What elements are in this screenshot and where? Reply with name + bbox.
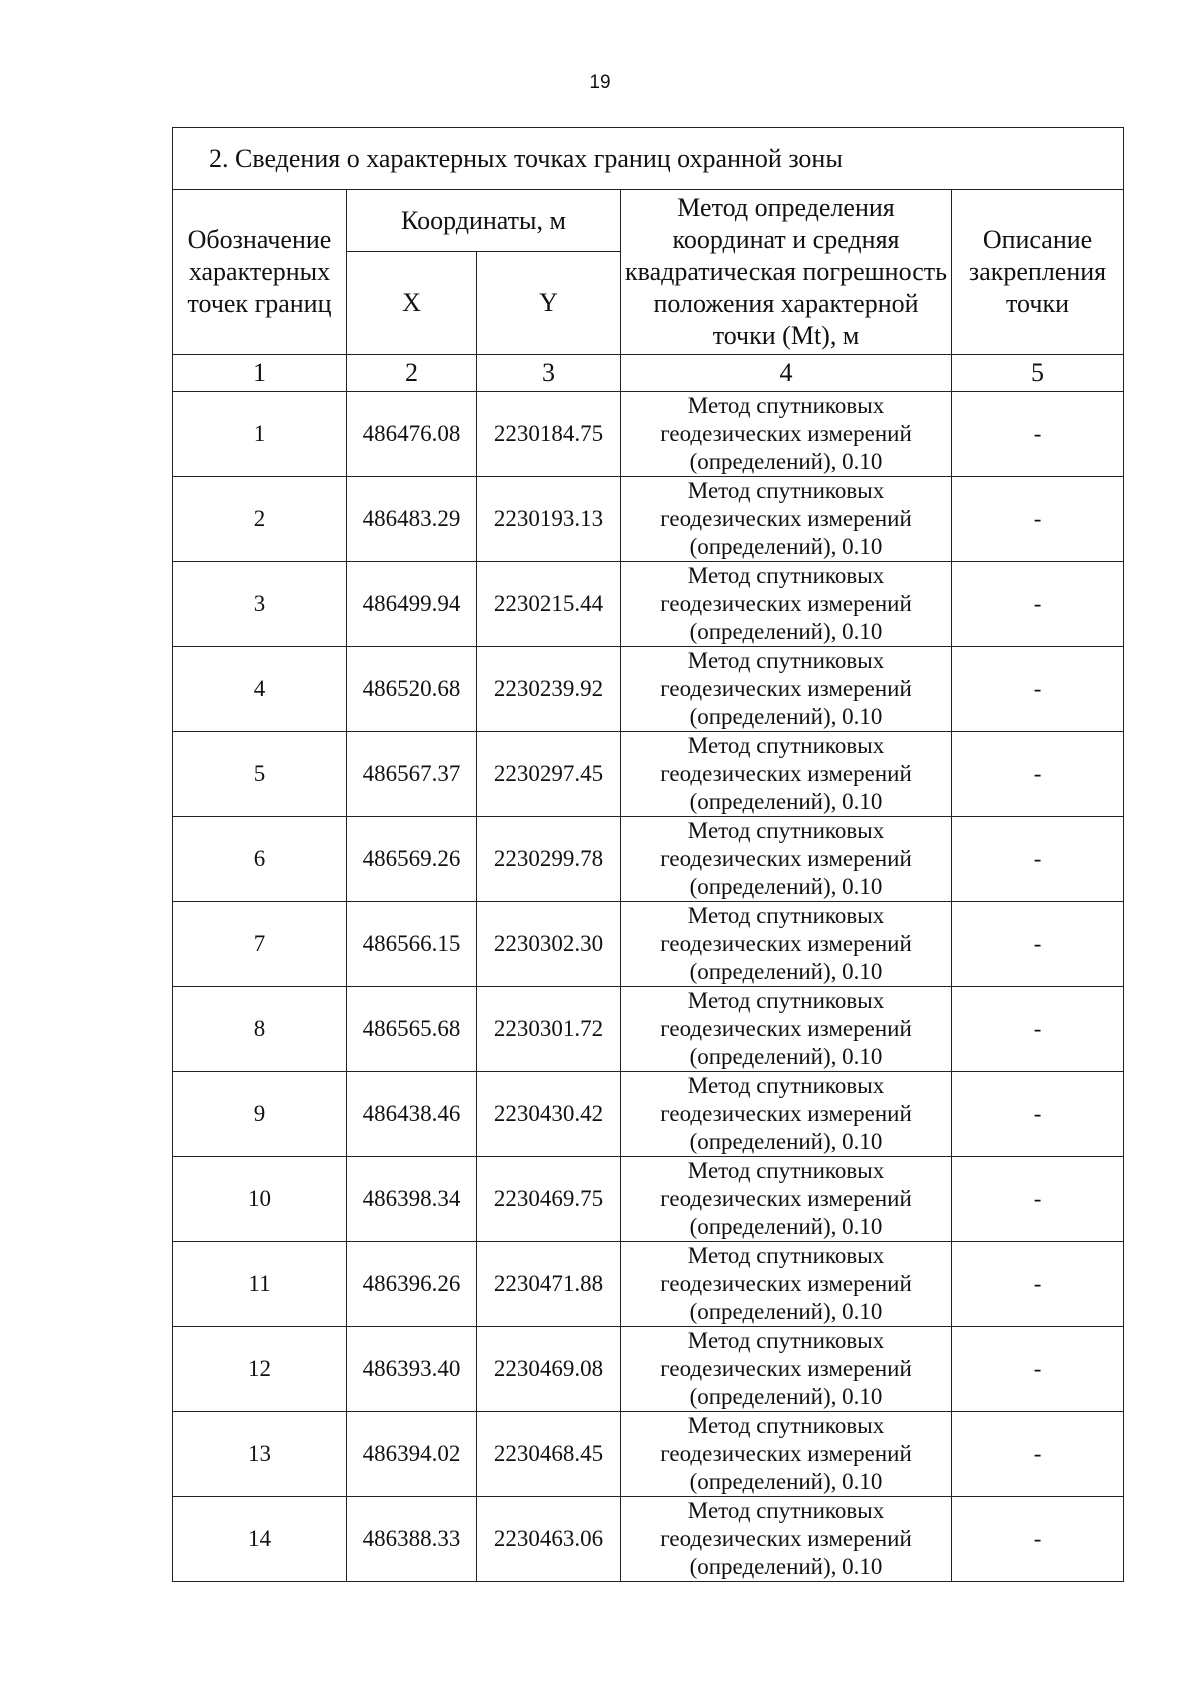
y-coordinate-cell: 2230184.75 — [477, 392, 621, 477]
description-cell: - — [952, 477, 1124, 562]
header-x: X — [347, 252, 477, 355]
point-id-cell: 7 — [173, 902, 347, 987]
point-id-cell: 14 — [173, 1497, 347, 1582]
column-number: 2 — [347, 355, 477, 392]
description-cell: - — [952, 1242, 1124, 1327]
y-coordinate-cell: 2230239.92 — [477, 647, 621, 732]
description-cell: - — [952, 817, 1124, 902]
point-id-cell: 12 — [173, 1327, 347, 1412]
method-cell: Метод спутниковых геодезических измерений (определений), 0.10 — [621, 647, 952, 732]
table-title: 2. Сведения о характерных точках границ охранной зоны — [173, 128, 1124, 190]
x-coordinate-cell: 486388.33 — [347, 1497, 477, 1582]
table-row — [173, 1327, 1124, 1412]
description-cell: - — [952, 1072, 1124, 1157]
table-row — [173, 1497, 1124, 1582]
header-method: Метод определения координат и средняя квадратическая погрешность положения характерной точки (Mt), м — [621, 190, 952, 355]
y-coordinate-cell: 2230301.72 — [477, 987, 621, 1072]
y-coordinate-cell: 2230469.75 — [477, 1157, 621, 1242]
description-cell: - — [952, 1157, 1124, 1242]
method-cell: Метод спутниковых геодезических измерений (определений), 0.10 — [621, 1412, 952, 1497]
table-row — [173, 902, 1124, 987]
x-coordinate-cell: 486438.46 — [347, 1072, 477, 1157]
method-cell: Метод спутниковых геодезических измерений (определений), 0.10 — [621, 1327, 952, 1412]
header-designation: Обозначение характерных точек границ — [173, 190, 347, 355]
description-cell: - — [952, 1327, 1124, 1412]
y-coordinate-cell: 2230193.13 — [477, 477, 621, 562]
column-number-row — [173, 355, 1124, 392]
y-coordinate-cell: 2230302.30 — [477, 902, 621, 987]
table-row — [173, 477, 1124, 562]
y-coordinate-cell: 2230430.42 — [477, 1072, 621, 1157]
point-id-cell: 9 — [173, 1072, 347, 1157]
description-cell: - — [952, 1497, 1124, 1582]
method-cell: Метод спутниковых геодезических измерений (определений), 0.10 — [621, 1072, 952, 1157]
description-cell: - — [952, 562, 1124, 647]
header-description: Описание закрепления точки — [952, 190, 1124, 355]
column-number: 4 — [621, 355, 952, 392]
x-coordinate-cell: 486393.40 — [347, 1327, 477, 1412]
y-coordinate-cell: 2230215.44 — [477, 562, 621, 647]
point-id-cell: 6 — [173, 817, 347, 902]
table-row — [173, 562, 1124, 647]
description-cell: - — [952, 1412, 1124, 1497]
method-cell: Метод спутниковых геодезических измерений (определений), 0.10 — [621, 392, 952, 477]
y-coordinate-cell: 2230299.78 — [477, 817, 621, 902]
point-id-cell: 2 — [173, 477, 347, 562]
table-row — [173, 647, 1124, 732]
point-id-cell: 8 — [173, 987, 347, 1072]
description-cell: - — [952, 902, 1124, 987]
method-cell: Метод спутниковых геодезических измерений (определений), 0.10 — [621, 732, 952, 817]
table-row — [173, 732, 1124, 817]
description-cell: - — [952, 732, 1124, 817]
x-coordinate-cell: 486396.26 — [347, 1242, 477, 1327]
point-id-cell: 4 — [173, 647, 347, 732]
table-row — [173, 817, 1124, 902]
method-cell: Метод спутниковых геодезических измерений (определений), 0.10 — [621, 1242, 952, 1327]
method-cell: Метод спутниковых геодезических измерений (определений), 0.10 — [621, 817, 952, 902]
table-row — [173, 987, 1124, 1072]
method-cell: Метод спутниковых геодезических измерений (определений), 0.10 — [621, 902, 952, 987]
page-number: 19 — [589, 72, 611, 93]
y-coordinate-cell: 2230297.45 — [477, 732, 621, 817]
x-coordinate-cell: 486566.15 — [347, 902, 477, 987]
x-coordinate-cell: 486520.68 — [347, 647, 477, 732]
x-coordinate-cell: 486398.34 — [347, 1157, 477, 1242]
column-number: 1 — [173, 355, 347, 392]
column-number: 5 — [952, 355, 1124, 392]
table-title-row — [173, 128, 1124, 190]
method-cell: Метод спутниковых геодезических измерений (определений), 0.10 — [621, 1157, 952, 1242]
method-cell: Метод спутниковых геодезических измерений (определений), 0.10 — [621, 1497, 952, 1582]
point-id-cell: 5 — [173, 732, 347, 817]
table-row — [173, 1157, 1124, 1242]
table-body — [173, 392, 1124, 1582]
x-coordinate-cell: 486476.08 — [347, 392, 477, 477]
header-row-1 — [173, 190, 1124, 252]
y-coordinate-cell: 2230471.88 — [477, 1242, 621, 1327]
x-coordinate-cell: 486499.94 — [347, 562, 477, 647]
header-coordinates: Координаты, м — [347, 190, 621, 252]
table-row — [173, 1072, 1124, 1157]
point-id-cell: 1 — [173, 392, 347, 477]
point-id-cell: 13 — [173, 1412, 347, 1497]
y-coordinate-cell: 2230469.08 — [477, 1327, 621, 1412]
x-coordinate-cell: 486565.68 — [347, 987, 477, 1072]
method-cell: Метод спутниковых геодезических измерений (определений), 0.10 — [621, 987, 952, 1072]
table-row — [173, 1412, 1124, 1497]
point-id-cell: 3 — [173, 562, 347, 647]
method-cell: Метод спутниковых геодезических измерений (определений), 0.10 — [621, 562, 952, 647]
x-coordinate-cell: 486394.02 — [347, 1412, 477, 1497]
point-id-cell: 10 — [173, 1157, 347, 1242]
table-row — [173, 1242, 1124, 1327]
description-cell: - — [952, 987, 1124, 1072]
description-cell: - — [952, 392, 1124, 477]
table-row — [173, 392, 1124, 477]
method-cell: Метод спутниковых геодезических измерений (определений), 0.10 — [621, 477, 952, 562]
description-cell: - — [952, 647, 1124, 732]
boundary-points-table — [172, 127, 1124, 1582]
x-coordinate-cell: 486567.37 — [347, 732, 477, 817]
column-number: 3 — [477, 355, 621, 392]
x-coordinate-cell: 486483.29 — [347, 477, 477, 562]
y-coordinate-cell: 2230463.06 — [477, 1497, 621, 1582]
x-coordinate-cell: 486569.26 — [347, 817, 477, 902]
y-coordinate-cell: 2230468.45 — [477, 1412, 621, 1497]
header-y: Y — [477, 252, 621, 355]
point-id-cell: 11 — [173, 1242, 347, 1327]
